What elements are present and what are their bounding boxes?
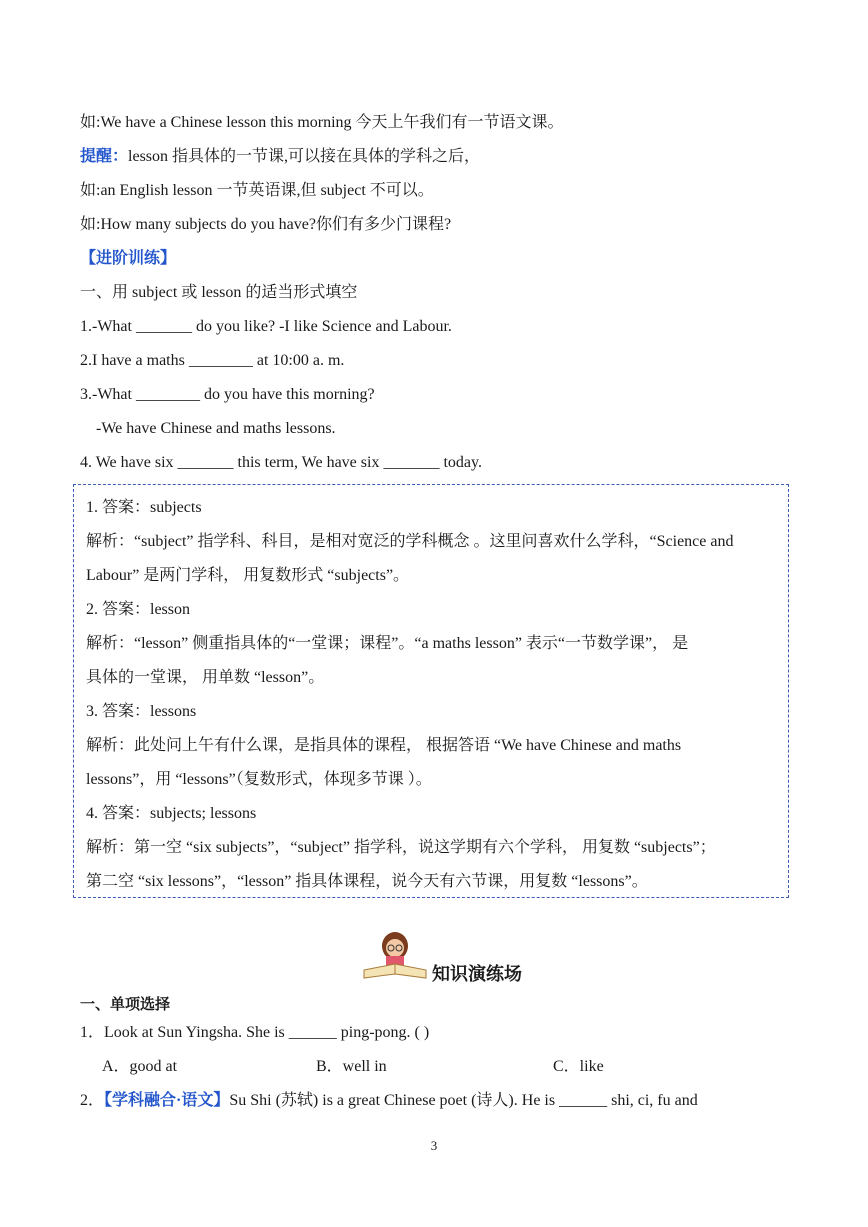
mc-question-2 <box>80 1090 698 1112</box>
answer-2-explain-1: 解析：“lesson” 侧重指具体的“一堂课；课程”。“a maths lesson” 表示“一节数学课”， 是 <box>86 635 689 652</box>
answer-1-explain-1: 解析：“subject” 指学科、科目，是相对宽泛的学科概念 。这里问喜欢什么学科，“Science and <box>86 533 734 550</box>
example-line-1: 如:We have a Chinese lesson this morning 今天上午我们有一节语文课。 <box>80 114 564 131</box>
subject-fusion-tag: 【学科融合·语文】 <box>104 1092 230 1109</box>
part-1-heading: 一、单项选择 <box>80 995 171 1013</box>
mc-q1-option-a: A．good at <box>102 1058 178 1075</box>
exercise-instruction: 一、用 subject 或 lesson 的适当形式填空 <box>80 284 358 301</box>
mc-q1-option-c: C．like <box>553 1058 604 1075</box>
mc-question-1: 1．Look at Sun Yingsha. She is ______ ping-pong. ( ) <box>80 1024 430 1041</box>
mc-q2-text: Su Shi (苏轼) is a great Chinese poet (诗人). He is ______ shi, ci, fu and <box>229 1092 698 1109</box>
question-1: 1.-What _______ do you like? -I like Science and Labour. <box>80 318 452 335</box>
question-3-reply: -We have Chinese and maths lessons. <box>96 420 336 437</box>
example-line-2: 如:an English lesson 一节英语课,但 subject 不可以。 <box>80 182 434 199</box>
answer-4-explain-1: 解析：第一空 “six subjects”，“subject” 指学科，说这学期有六个学科， 用复数 “subjects”； <box>86 839 716 856</box>
reminder-text: lesson 指具体的一节课,可以接在具体的学科之后， <box>128 148 481 165</box>
question-4: 4. We have six _______ this term, We have six _______ today. <box>80 454 482 471</box>
student-reading-icon <box>360 926 430 982</box>
example-line-3: 如:How many subjects do you have?你们有多少门课程? <box>80 216 452 233</box>
question-2: 2.I have a maths ________ at 10:00 a. m. <box>80 352 345 369</box>
answer-2: 2. 答案：lesson <box>86 601 191 618</box>
reminder-tag: 提醒： <box>80 148 129 165</box>
advanced-training-heading: 【进阶训练】 <box>80 250 177 267</box>
answer-3-explain-2: lessons”，用 “lessons”（复数形式，体现多节课 ）。 <box>86 771 432 788</box>
mc-q2-number: 2． <box>80 1092 105 1109</box>
answer-box <box>73 484 789 898</box>
answer-3: 3. 答案：lessons <box>86 703 197 720</box>
question-3: 3.-What ________ do you have this morning? <box>80 386 375 403</box>
reminder-line <box>80 146 480 168</box>
answer-1-explain-2: Labour” 是两门学科， 用复数形式 “subjects”。 <box>86 567 410 584</box>
answer-1: 1. 答案：subjects <box>86 499 202 516</box>
section-title: 知识演练场 <box>432 964 522 984</box>
page-number: 3 <box>430 1138 438 1153</box>
answer-2-explain-2: 具体的一堂课， 用单数 “lesson”。 <box>86 669 325 686</box>
answer-3-explain-1: 解析：此处问上午有什么课，是指具体的课程， 根据答语 “We have Chinese and maths <box>86 737 682 754</box>
answer-4: 4. 答案：subjects; lessons <box>86 805 257 822</box>
answer-4-explain-2: 第二空 “six lessons”，“lesson” 指具体课程，说今天有六节课，用复数 “lessons”。 <box>86 873 648 890</box>
mc-q1-option-b: B．well in <box>316 1058 387 1075</box>
